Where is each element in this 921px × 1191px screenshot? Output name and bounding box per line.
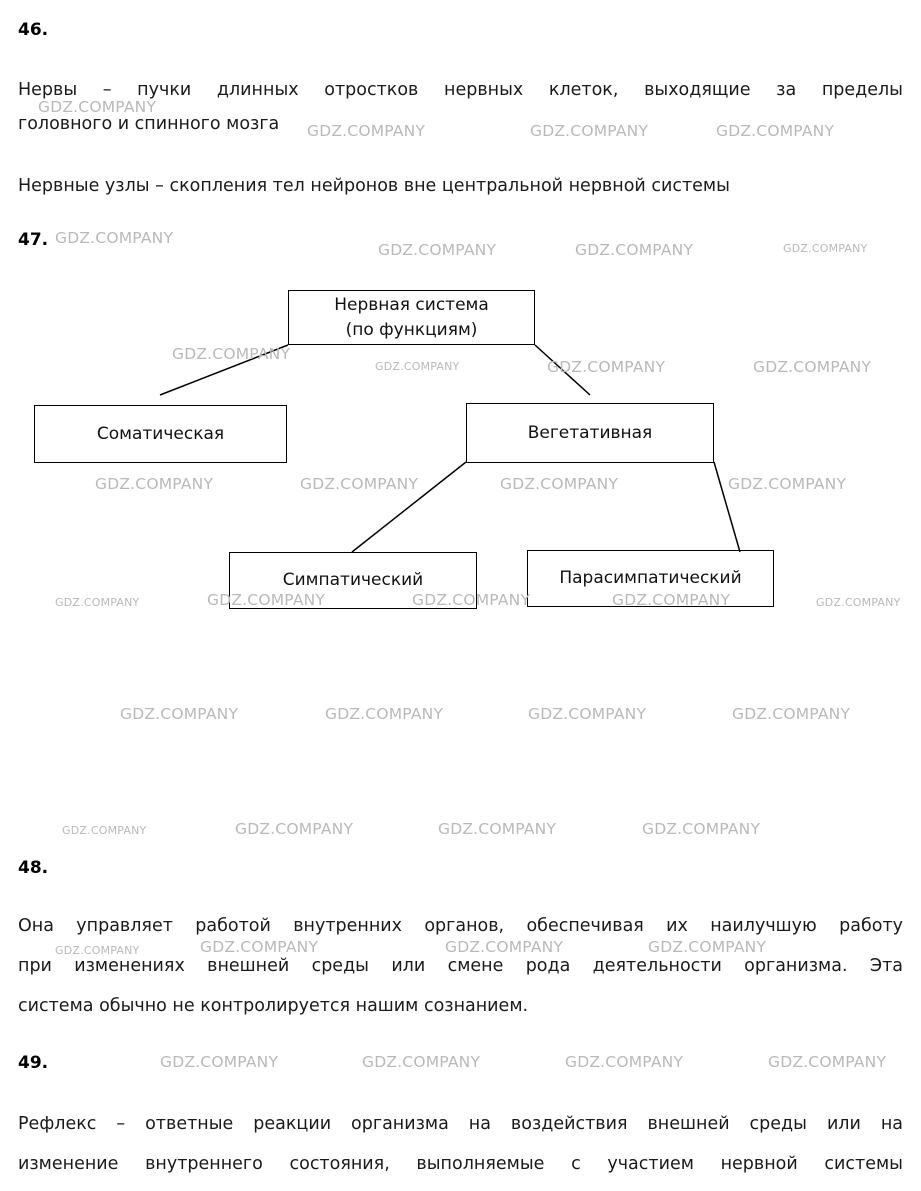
- watermark-text: GDZ.COMPANY: [325, 705, 444, 723]
- watermark-text: GDZ.COMPANY: [300, 475, 419, 493]
- diagram-node-somatic: [34, 405, 287, 463]
- diagram-node-sympathetic-label: Симпатический: [282, 570, 424, 590]
- question-number-46: 46.: [18, 20, 49, 40]
- answer-48-line-2-text: при изменениях внешней среды или смене рода деятельности организма. Эта: [18, 956, 903, 976]
- answer-46-line-1: [18, 76, 903, 104]
- answer-48-line-2: [18, 952, 903, 980]
- watermark-text: GDZ.COMPANY: [500, 475, 619, 493]
- diagram-node-somatic-label: Соматическая: [96, 423, 225, 444]
- watermark-text: GDZ.COMPANY: [200, 938, 319, 956]
- watermark-text: GDZ.COMPANY: [55, 229, 174, 247]
- answer-49-line-1-text: Рефлекс – ответные реакции организма на воздействия внешней среды или на: [18, 1114, 903, 1134]
- answer-48-line-3: [18, 992, 903, 1020]
- answer-48-line-1-text: Она управляет работой внутренних органов, обеспечивая их наилучшую работу: [18, 916, 903, 936]
- watermark-text: GDZ.COMPANY: [375, 360, 460, 373]
- diagram-node-vegetative-label: Вегетативная: [527, 422, 653, 443]
- nervous-system-diagram: [0, 270, 921, 650]
- answer-46-line-2: [18, 110, 903, 138]
- diagram-node-root-line2: (по функциям): [345, 319, 478, 340]
- watermark-text: GDZ.COMPANY: [235, 820, 354, 838]
- watermark-text: GDZ.COMPANY: [648, 938, 767, 956]
- watermark-text: GDZ.COMPANY: [62, 824, 147, 837]
- watermark-text: GDZ.COMPANY: [732, 705, 851, 723]
- watermark-text: GDZ.COMPANY: [55, 596, 140, 609]
- watermark-text: GDZ.COMPANY: [160, 1053, 279, 1071]
- watermark-text: GDZ.COMPANY: [753, 358, 872, 376]
- watermark-text: GDZ.COMPANY: [120, 705, 239, 723]
- diagram-node-parasympathetic-label: Парасимпатический: [559, 568, 742, 588]
- watermark-text: GDZ.COMPANY: [378, 241, 497, 259]
- answer-46-line-3-text: Нервные узлы – скопления тел нейронов вне центральной нервной системы: [18, 176, 730, 196]
- watermark-text: GDZ.COMPANY: [528, 705, 647, 723]
- question-number-49: 49.: [18, 1053, 49, 1073]
- watermark-text: GDZ.COMPANY: [612, 591, 731, 609]
- diagram-node-vegetative: [466, 403, 714, 463]
- watermark-text: GDZ.COMPANY: [95, 475, 214, 493]
- watermark-text: GDZ.COMPANY: [642, 820, 761, 838]
- answer-48-line-1: [18, 912, 903, 940]
- watermark-text: GDZ.COMPANY: [816, 596, 901, 609]
- answer-46-line-1-text: Нервы – пучки длинных отростков нервных клеток, выходящие за пределы: [18, 80, 903, 100]
- watermark-text: GDZ.COMPANY: [207, 591, 326, 609]
- question-number-47: 47.: [18, 230, 49, 250]
- diagram-node-sympathetic: [229, 552, 477, 609]
- watermark-text: GDZ.COMPANY: [445, 938, 564, 956]
- answer-49-line-2: [18, 1150, 903, 1178]
- watermark-text: GDZ.COMPANY: [547, 358, 666, 376]
- diagram-node-root: [288, 290, 535, 345]
- watermark-text: GDZ.COMPANY: [728, 475, 847, 493]
- watermark-text: GDZ.COMPANY: [438, 820, 557, 838]
- watermark-text: GDZ.COMPANY: [362, 1053, 481, 1071]
- watermark-text: GDZ.COMPANY: [172, 345, 291, 363]
- answer-46-line-2-text: головного и спинного мозга: [18, 114, 280, 134]
- watermark-text: GDZ.COMPANY: [530, 122, 649, 140]
- watermark-text: GDZ.COMPANY: [716, 122, 835, 140]
- watermark-text: GDZ.COMPANY: [783, 242, 868, 255]
- watermark-text: GDZ.COMPANY: [55, 944, 140, 957]
- watermark-text: GDZ.COMPANY: [565, 1053, 684, 1071]
- watermark-text: GDZ.COMPANY: [575, 241, 694, 259]
- answer-48-line-3-text: система обычно не контролируется нашим сознанием.: [18, 996, 529, 1016]
- answer-46-line-3: [18, 172, 903, 200]
- watermark-text: GDZ.COMPANY: [412, 591, 531, 609]
- question-number-48: 48.: [18, 858, 49, 878]
- diagram-node-parasympathetic: [527, 550, 774, 607]
- answer-49-line-2-text: изменение внутреннего состояния, выполняемые с участием нервной системы: [18, 1154, 903, 1174]
- watermark-text: GDZ.COMPANY: [768, 1053, 887, 1071]
- watermark-text: GDZ.COMPANY: [38, 98, 157, 116]
- watermark-text: GDZ.COMPANY: [307, 122, 426, 140]
- answer-49-line-1: [18, 1110, 903, 1138]
- diagram-node-root-line1: Нервная система: [334, 294, 489, 315]
